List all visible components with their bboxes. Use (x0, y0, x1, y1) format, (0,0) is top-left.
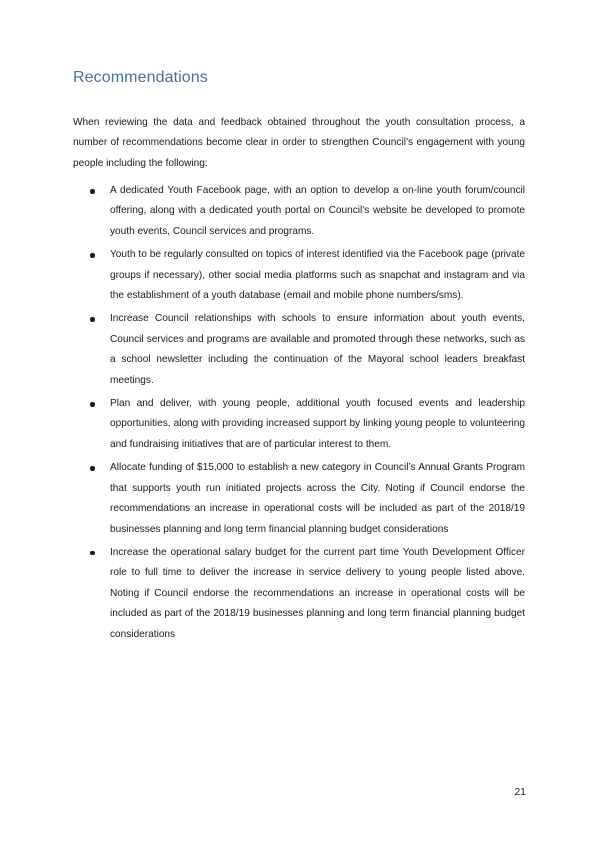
list-item (73, 394, 525, 455)
intro-paragraph: When reviewing the data and feedback obtained throughout the youth consultation process, a number of recommendations become clear in order to strengthen Council’s engagement with young people including the following: (73, 117, 525, 169)
list-item-text: Plan and deliver, with young people, additional youth focused events and leadership opportunities, along with providing increased support by linking young people to volunteering and fundraising initiatives that are of particular interest to them. (110, 398, 525, 450)
list-item-text: Youth to be regularly consulted on topics of interest identified via the Facebook page (private groups if necessary), other social media platforms such as snapchat and instagram and via the establishment of a youth database (email and mobile phone numbers/sms). (110, 249, 525, 302)
list-item-text: Allocate funding of $15,000 to establish a new category in Council’s Annual Grants Program that supports youth run initiated projects across the City. Noting if Council endorse the recommendations an increase in operational costs will be included as part of the 2018/19 businesses planning and long term financial planning budget considerations (110, 462, 525, 535)
section-heading: Recommendations (73, 69, 208, 86)
list-item-text: Increase Council relationships with schools to ensure information about youth events, Council services and programs are available and promoted through these networks, such as a school newsletter including the continuation of the Mayoral school leaders breakfast meetings. (110, 313, 525, 386)
bullet-icon (90, 317, 95, 322)
list-item (73, 309, 525, 391)
recommendations-list (73, 181, 525, 648)
bullet-icon (90, 402, 95, 407)
bullet-icon (90, 466, 95, 471)
bullet-icon (90, 189, 95, 194)
list-item-text: Increase the operational salary budget for the current part time Youth Development Officer role to full time to deliver the increase in service delivery to young people listed above. Noting if Council endorse the recommendations an increase in operational costs will be included as part of the 2018/19 businesses planning and long term financial planning budget considerations (110, 546, 525, 640)
list-item-text: A dedicated Youth Facebook page, with an option to develop a on-line youth forum/council offering, along with a dedicated youth portal on Council’s website be developed to promote youth events, Council services and programs. (110, 185, 525, 237)
bullet-icon (90, 551, 95, 556)
list-item (73, 181, 525, 242)
list-item (73, 543, 525, 645)
page-number: 21 (514, 786, 526, 798)
bullet-icon (90, 253, 95, 258)
list-item (73, 458, 525, 540)
list-item (73, 245, 525, 306)
